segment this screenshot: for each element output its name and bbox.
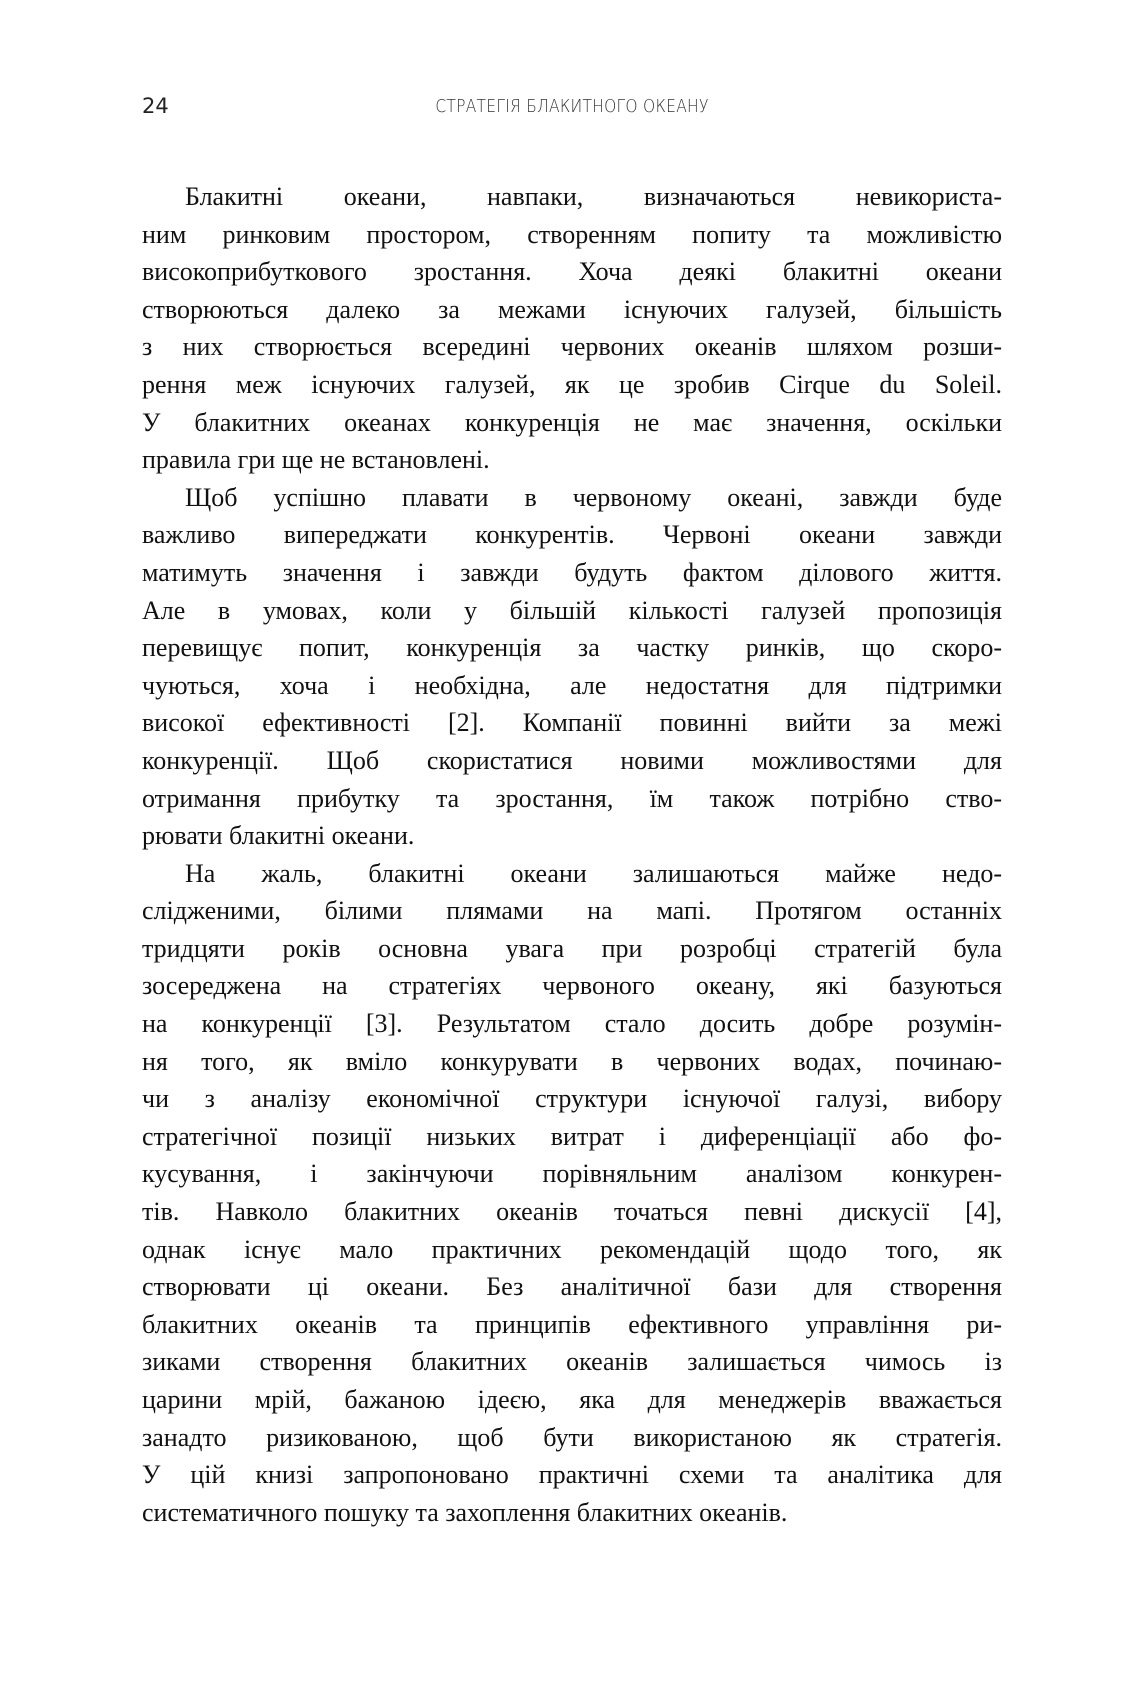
text-line: перевищує попит, конкуренція за частку ринків, що скоро- (142, 633, 1002, 663)
text-line: Щоб успішно плавати в червоному океані, завжди буде (185, 482, 1002, 512)
running-title: СТРАТЕГІЯ БЛАКИТНОГО ОКЕАНУ (435, 96, 709, 117)
text-line: слідженими, білими плямами на мапі. Протягом останніх (142, 896, 1002, 926)
text-line: конкуренції. Щоб скористатися новими можливостями для (142, 745, 1002, 775)
text-line: У цій книзі запропоновано практичні схеми та аналітика для (142, 1460, 1002, 1490)
text-line: високоприбуткового зростання. Хоча деякі блакитні океани (142, 257, 1002, 287)
text-line: ня того, як вміло конкурувати в червоних водах, починаю- (142, 1046, 1002, 1076)
text-line: чи з аналізу економічної структури існуючої галузі, вибору (142, 1084, 1002, 1114)
text-line: У блакитних океанах конкуренція не має значення, оскільки (142, 407, 1002, 437)
body-text (142, 178, 1002, 1531)
text-line: отримання прибутку та зростання, їм також потрібно ство- (142, 783, 1002, 813)
text-line: Блакитні океани, навпаки, визначаються невикориста- (185, 182, 1002, 211)
text-line: матимуть значення і завжди будуть фактом ділового життя. (142, 557, 1002, 587)
text-line: кусування, і закінчуючи порівняльним аналізом конкурен- (142, 1159, 1002, 1189)
text-line: царини мрій, бажаною ідеєю, яка для менеджерів вважається (142, 1385, 1002, 1414)
paragraph (142, 479, 1002, 855)
text-line: чуються, хоча і необхідна, але недостатня для підтримки (142, 670, 1002, 700)
text-line: зосереджена на стратегіях червоного океану, які базуються (142, 971, 1002, 1001)
text-line: створюються далеко за межами існуючих галузей, більшість (142, 294, 1002, 324)
text-line: важливо випереджати конкурентів. Червоні океани завжди (142, 520, 1002, 550)
text-line: рювати блакитні океани. (142, 821, 415, 851)
text-line: однак існує мало практичних рекомендацій щодо того, як (142, 1234, 1002, 1264)
text-line: занадто ризикованою, щоб бути використаною як стратегія. (142, 1422, 1002, 1452)
text-line: Але в умовах, коли у більшій кількості галузей пропозиція (142, 595, 1002, 625)
text-line: зиками створення блакитних океанів залишається чимось із (142, 1347, 1002, 1377)
text-line: тридцяти років основна увага при розробці стратегій була (142, 933, 1002, 963)
text-line: правила гри ще не встановлені. (142, 445, 490, 475)
text-line: на конкуренції [3]. Результатом стало досить добре розумін- (142, 1009, 1002, 1039)
text-line: На жаль, блакитні океани залишаються майже недо- (185, 858, 1002, 888)
page-number: 24 (142, 94, 169, 118)
text-line: з них створюється всередині червоних океанів шляхом розши- (142, 332, 1002, 362)
text-line: тів. Навколо блакитних океанів точаться певні дискусії [4], (142, 1197, 1002, 1227)
paragraph (142, 855, 1002, 1532)
text-line: ним ринковим простором, створенням попиту та можливістю (142, 219, 1002, 249)
text-line: рення меж існуючих галузей, як це зробив Cirque du Soleil. (142, 369, 1002, 399)
text-line: високої ефективності [2]. Компанії повинні вийти за межі (142, 708, 1002, 738)
text-line: блакитних океанів та принципів ефективного управління ри- (142, 1309, 1002, 1339)
paragraph (142, 178, 1002, 479)
text-line: систематичного пошуку та захоплення блакитних океанів. (142, 1497, 788, 1527)
text-line: стратегічної позиції низьких витрат і диференціації або фо- (142, 1121, 1002, 1151)
text-line: створювати ці океани. Без аналітичної бази для створення (142, 1272, 1002, 1302)
running-header (142, 94, 1002, 124)
